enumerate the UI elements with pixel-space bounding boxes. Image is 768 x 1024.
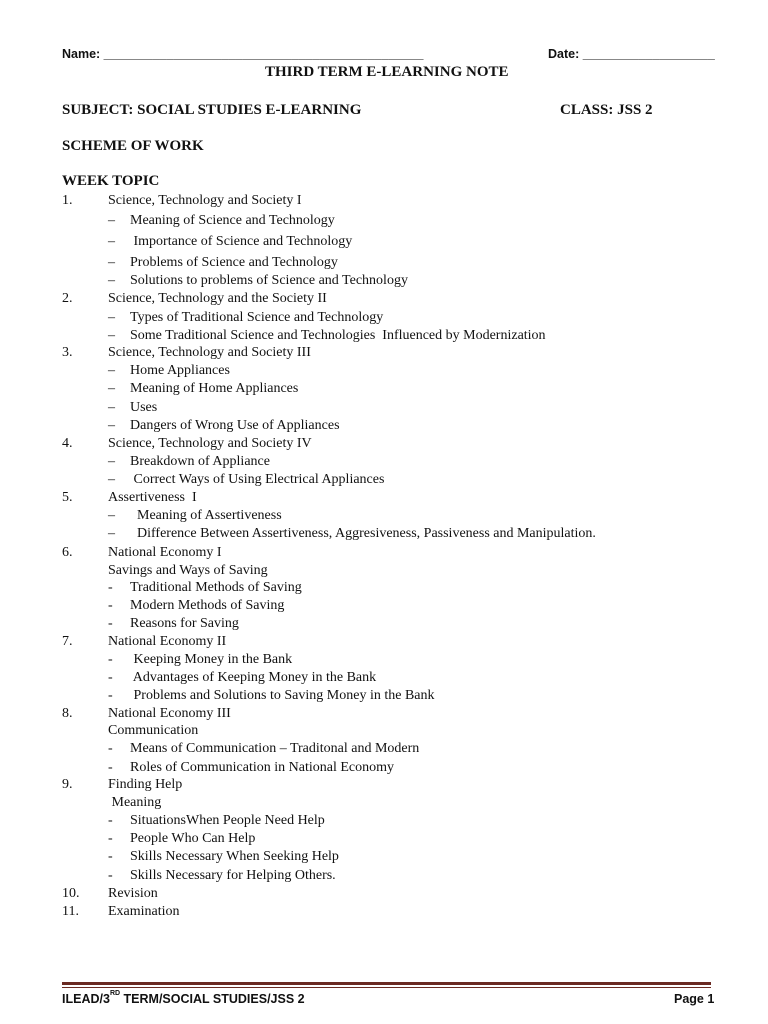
subtopic: Meaning of Assertiveness — [130, 508, 282, 523]
subtopic: Uses — [130, 400, 158, 415]
week-number: 1. — [62, 193, 73, 208]
bullet-marker: – — [108, 363, 115, 378]
subtopic: Reasons for Saving — [130, 616, 239, 631]
subtopic: Solutions to problems of Science and Technology — [130, 273, 408, 288]
bullet-marker: – — [108, 310, 115, 325]
week-topic: National Economy III — [108, 706, 231, 721]
week-topic: National Economy I — [108, 545, 222, 560]
bullet-marker: - — [108, 616, 113, 631]
footer-course-code: ILEAD/3RD TERM/SOCIAL STUDIES/JSS 2 — [62, 990, 305, 1006]
week-topic: Science, Technology and Society IV — [108, 436, 312, 451]
bullet-marker: - — [108, 598, 113, 613]
bullet-marker: - — [108, 849, 113, 864]
date-field-label: Date: ___________________ — [548, 47, 715, 61]
subtopic: Meaning of Science and Technology — [130, 213, 335, 228]
week-number: 3. — [62, 345, 73, 360]
bullet-marker: – — [108, 400, 115, 415]
subtopic: Keeping Money in the Bank — [130, 652, 293, 667]
subtopic: Difference Between Assertiveness, Aggresiveness, Passiveness and Manipulation. — [130, 526, 596, 541]
week-number: 2. — [62, 291, 73, 306]
bullet-marker: - — [108, 760, 113, 775]
scheme-heading: SCHEME OF WORK — [62, 138, 204, 154]
week-number: 11. — [62, 904, 79, 919]
week-number: 6. — [62, 545, 73, 560]
week-topic: Revision — [108, 886, 158, 901]
week-topic: Finding Help — [108, 777, 183, 792]
subject-heading: SUBJECT: SOCIAL STUDIES E-LEARNING — [62, 102, 362, 118]
subtopic: Importance of Science and Technology — [130, 234, 353, 249]
subtopic: Traditional Methods of Saving — [130, 580, 302, 595]
bullet-marker: - — [108, 813, 113, 828]
bullet-marker: - — [108, 688, 113, 703]
week-number: 8. — [62, 706, 73, 721]
bullet-marker: – — [108, 526, 115, 541]
subtopic: Home Appliances — [130, 363, 230, 378]
week-topic: Science, Technology and the Society II — [108, 291, 327, 306]
subtopic: Some Traditional Science and Technologies Influenced by Modernization — [130, 328, 546, 343]
subtopic: Skills Necessary for Helping Others. — [130, 868, 336, 883]
bullet-marker: - — [108, 652, 113, 667]
bullet-marker: - — [108, 670, 113, 685]
week-topic: Assertiveness I — [108, 490, 197, 505]
subtopic: Meaning — [108, 795, 162, 810]
subtopic: Skills Necessary When Seeking Help — [130, 849, 339, 864]
bullet-marker: – — [108, 472, 115, 487]
subtopic: Problems and Solutions to Saving Money in the Bank — [130, 688, 435, 703]
subtopic: Dangers of Wrong Use of Appliances — [130, 418, 340, 433]
bullet-marker: – — [108, 381, 115, 396]
name-field-label: Name: ______________________________________________ — [62, 47, 424, 61]
subtopic: Types of Traditional Science and Technology — [130, 310, 384, 325]
footer-rule-thin — [62, 987, 711, 988]
subtopic: Savings and Ways of Saving — [108, 563, 268, 578]
page-number: Page 1 — [674, 992, 715, 1006]
week-number: 5. — [62, 490, 73, 505]
document-title: THIRD TERM E-LEARNING NOTE — [265, 64, 509, 80]
subtopic: Communication — [108, 723, 199, 738]
bullet-marker: – — [108, 418, 115, 433]
bullet-marker: – — [108, 213, 115, 228]
bullet-marker: - — [108, 831, 113, 846]
bullet-marker: – — [108, 328, 115, 343]
bullet-marker: – — [108, 255, 115, 270]
week-topic: National Economy II — [108, 634, 227, 649]
week-topic-heading: WEEK TOPIC — [62, 173, 160, 189]
footer-rule — [62, 982, 711, 985]
subtopic: Correct Ways of Using Electrical Appliances — [130, 472, 385, 487]
subtopic: Advantages of Keeping Money in the Bank — [130, 670, 377, 685]
week-number: 4. — [62, 436, 73, 451]
week-topic: Science, Technology and Society I — [108, 193, 302, 208]
week-number: 7. — [62, 634, 73, 649]
subtopic: SituationsWhen People Need Help — [130, 813, 325, 828]
week-topic: Examination — [108, 904, 180, 919]
subtopic: Meaning of Home Appliances — [130, 381, 299, 396]
bullet-marker: – — [108, 273, 115, 288]
subtopic: Means of Communication – Traditonal and Modern — [130, 741, 420, 756]
week-number: 10. — [62, 886, 80, 901]
week-topic: Science, Technology and Society III — [108, 345, 311, 360]
bullet-marker: - — [108, 868, 113, 883]
subtopic: Breakdown of Appliance — [130, 454, 270, 469]
bullet-marker: – — [108, 454, 115, 469]
subtopic: Problems of Science and Technology — [130, 255, 338, 270]
bullet-marker: – — [108, 508, 115, 523]
subtopic: Modern Methods of Saving — [130, 598, 285, 613]
bullet-marker: - — [108, 580, 113, 595]
week-number: 9. — [62, 777, 73, 792]
class-heading: CLASS: JSS 2 — [560, 102, 653, 118]
subtopic: Roles of Communication in National Economy — [130, 760, 395, 775]
bullet-marker: - — [108, 741, 113, 756]
bullet-marker: – — [108, 234, 115, 249]
subtopic: People Who Can Help — [130, 831, 256, 846]
